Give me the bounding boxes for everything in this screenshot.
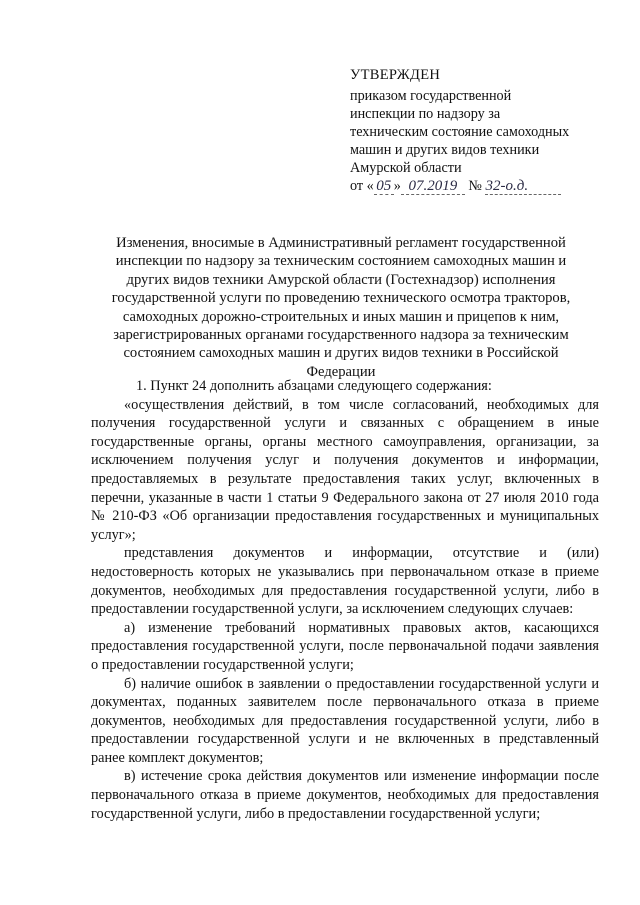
approval-line: техническим состояние самоходных bbox=[350, 124, 570, 140]
approval-heading: УТВЕРЖДЕН bbox=[350, 67, 441, 83]
approval-line: инспекции по надзору за bbox=[350, 106, 501, 122]
approval-date-line bbox=[350, 177, 620, 197]
handwritten-day: 05 bbox=[374, 178, 394, 195]
approval-line: машин и других видов техники bbox=[350, 142, 540, 158]
handwritten-order-number: 32-о.д. bbox=[485, 178, 561, 195]
paragraph-quote: «осуществления действий, в том числе согласований, необходимых для получения государственной услуги и связанных с обращением в иные государственные органы, органы местного самоуправления, организации, за исключением получения услуг и получения документов и информации, предоставляемых в результате предоставления таких услуг, включенных в перечни, указанные в части 1 статьи 9 Федерального закона от 27 июля 2010 года № 210-ФЗ «Об организации предоставления государственных и муниципальных услуг»; bbox=[91, 396, 599, 543]
paragraph-case-c: в) истечение срока действия документов или изменение информации после первоначального отказа в приеме документов, необходимых для предоставления государственной услуги, либо в предоставлении государственной услуги; bbox=[91, 768, 599, 822]
document-title: Изменения, вносимые в Административный регламент государственной инспекции по надзору за техническим состоянием самоходных машин и других видов техники Амурской области (Гостехнадзор) исполнения государственной услуги по проведению технического осмотра тракторов, самоходных дорожно-строительных и иных машин и прицепов к ним, зарегистрированных органами государственного надзора за техническим состоянием самоходных машин и других видов техники в Российской Федерации bbox=[111, 235, 571, 380]
handwritten-month-year: 07.2019 bbox=[401, 178, 465, 195]
paragraph-item-1: 1. Пункт 24 дополнить абзацами следующего содержания: bbox=[136, 378, 492, 394]
approval-line: Амурской области bbox=[350, 160, 462, 176]
document-body bbox=[91, 377, 599, 823]
approval-block bbox=[350, 66, 620, 197]
number-sign: № bbox=[468, 178, 482, 194]
paragraph-documents: представления документов и информации, отсутствие и (или) недостоверность которых не указывались при первоначальном отказе в приеме документов, необходимых для предоставления государственной услуги, либо в предоставлении государственной услуги, за исключением следующих случаев: bbox=[91, 545, 599, 618]
date-prefix: от « bbox=[350, 178, 374, 194]
paragraph-case-a: а) изменение требований нормативных правовых актов, касающихся предоставления государственной услуги, после первоначальной подачи заявления о предоставлении государственной услуги; bbox=[91, 619, 599, 673]
approval-line: приказом государственной bbox=[350, 88, 512, 104]
date-mid: » bbox=[393, 178, 401, 194]
paragraph-case-b: б) наличие ошибок в заявлении о предоставлении государственной услуги и документах, поданных заявителем после первоначального отказа в приеме документов, необходимых для предоставления государственной услуги, либо в предоставлении государственной услуги и не включенных в представленный ранее комплект документов; bbox=[91, 675, 599, 766]
